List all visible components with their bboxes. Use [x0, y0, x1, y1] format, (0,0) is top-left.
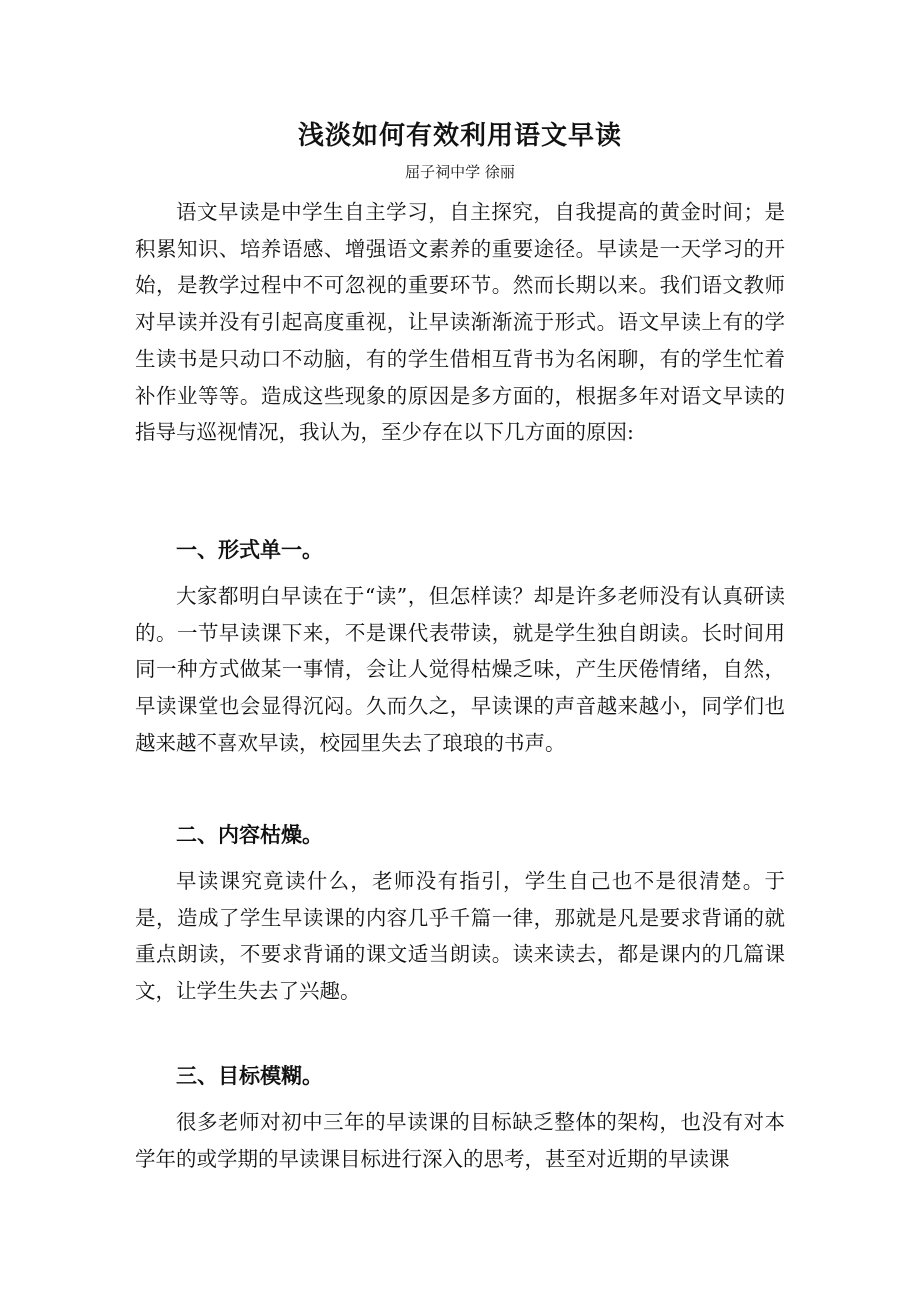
- section-heading-2: 二、内容枯燥。: [176, 823, 323, 847]
- section-paragraph-2: [135, 863, 785, 1010]
- section-heading-1: 一、形式单一。: [176, 538, 323, 562]
- section-text-3: 很多老师对初中三年的早读课的目标缺乏整体的架构，也没有对本学年的或学期的早读课目标进行深入的思考，甚至对近期的早读课: [135, 1110, 785, 1171]
- section-text-1: 大家都明白早读在于“读”，但怎样读？却是许多老师没有认真研读的。一节早读课下来，不是课代表带读，就是学生独自朗读。长时间用同一种方式做某一事情，会让人觉得枯燥乏味，产生厌倦情绪，自然，早读课堂也会显得沉闷。久而久之，早读课的声音越来越小，同学们也越来越不喜欢早读，校园里失去了琅琅的书声。: [135, 584, 785, 755]
- section-paragraph-1: [135, 578, 785, 762]
- intro-text: 语文早读是中学生自主学习，自主探究，自我提高的黄金时间；是积累知识、培养语感、增强语文素养的重要途径。早读是一天学习的开始，是教学过程中不可忽视的重要环节。然而长期以来。我们语文教师对早读并没有引起高度重视，让早读渐渐流于形式。语文早读上有的学生读书是只动口不动脑，有的学生借相互背书为名闲聊，有的学生忙着补作业等等。造成这些现象的原因是多方面的，根据多年对语文早读的指导与巡视情况，我认为，至少存在以下几方面的原因:: [135, 200, 785, 445]
- document-author: 屈子祠中学 徐丽: [405, 163, 515, 181]
- section-paragraph-3: [135, 1104, 785, 1177]
- intro-paragraph: [135, 194, 785, 451]
- document-title: 浅淡如何有效利用语文早读: [297, 121, 622, 151]
- section-heading-3: 三、目标模糊。: [176, 1064, 323, 1088]
- section-text-2: 早读课究竟读什么，老师没有指引，学生自己也不是很清楚。于是，造成了学生早读课的内容几乎千篇一律，那就是凡是要求背诵的就重点朗读，不要求背诵的课文适当朗读。读来读去，都是课内的几篇课文，让学生失去了兴趣。: [135, 869, 785, 1004]
